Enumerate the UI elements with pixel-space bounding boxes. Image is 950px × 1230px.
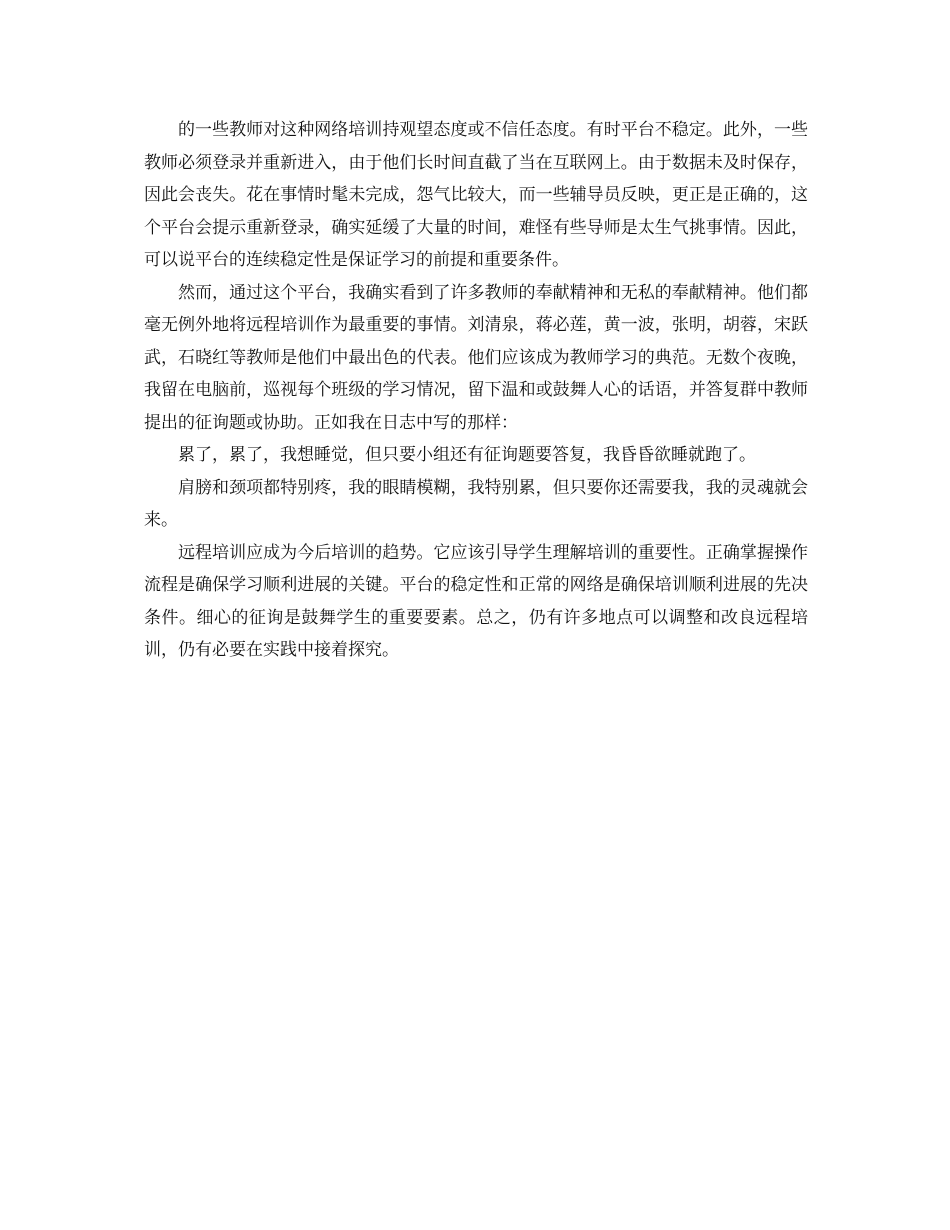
paragraph-2: 然而，通过这个平台，我确实看到了许多教师的奉献精神和无私的奉献精神。他们都毫无例外地将远程培训作为最重要的事情。刘清泉，蒋必莲，黄一波，张明，胡蓉，宋跃武，石晓红等教师是他们中最出色的代表。他们应该成为教师学习的典范。无数个夜晚，我留在电脑前，巡视每个班级的学习情况，留下温和或鼓舞人心的话语，并答复群中教师提出的征询题或协助。正如我在日志中写的那样： xyxy=(144,282,808,433)
paragraph-3: 累了，累了，我想睡觉，但只要小组还有征询题要答复，我昏昏欲睡就跑了。 xyxy=(178,445,756,465)
paragraph-1: 的一些教师对这种网络培训持观望态度或不信任态度。有时平台不稳定。此外，一些教师必须登录并重新进入，由于他们长时间直截了当在互联网上。由于数据未及时保存，因此会丧失。花在事情时髦未完成，怨气比较大，而一些辅导员反映，更正是正确的，这个平台会提示重新登录，确实延缓了大量的时间，难怪有些导师是太生气挑事情。因此，可以说平台的连续稳定性是保证学习的前提和重要条件。 xyxy=(144,120,808,270)
paragraph-5: 远程培训应成为今后培训的趋势。它应该引导学生理解培训的重要性。正确掌握操作流程是确保学习顺利进展的关键。平台的稳定性和正常的网络是确保培训顺利进展的先决条件。细心的征询是鼓舞学生的重要要素。总之，仍有许多地点可以调整和改良远程培训，仍有必要在实践中接着探究。 xyxy=(144,542,808,660)
document-body xyxy=(144,114,808,667)
paragraph-4: 肩膀和颈项都特别疼，我的眼睛模糊，我特别累，但只要你还需要我，我的灵魂就会来。 xyxy=(144,477,808,530)
